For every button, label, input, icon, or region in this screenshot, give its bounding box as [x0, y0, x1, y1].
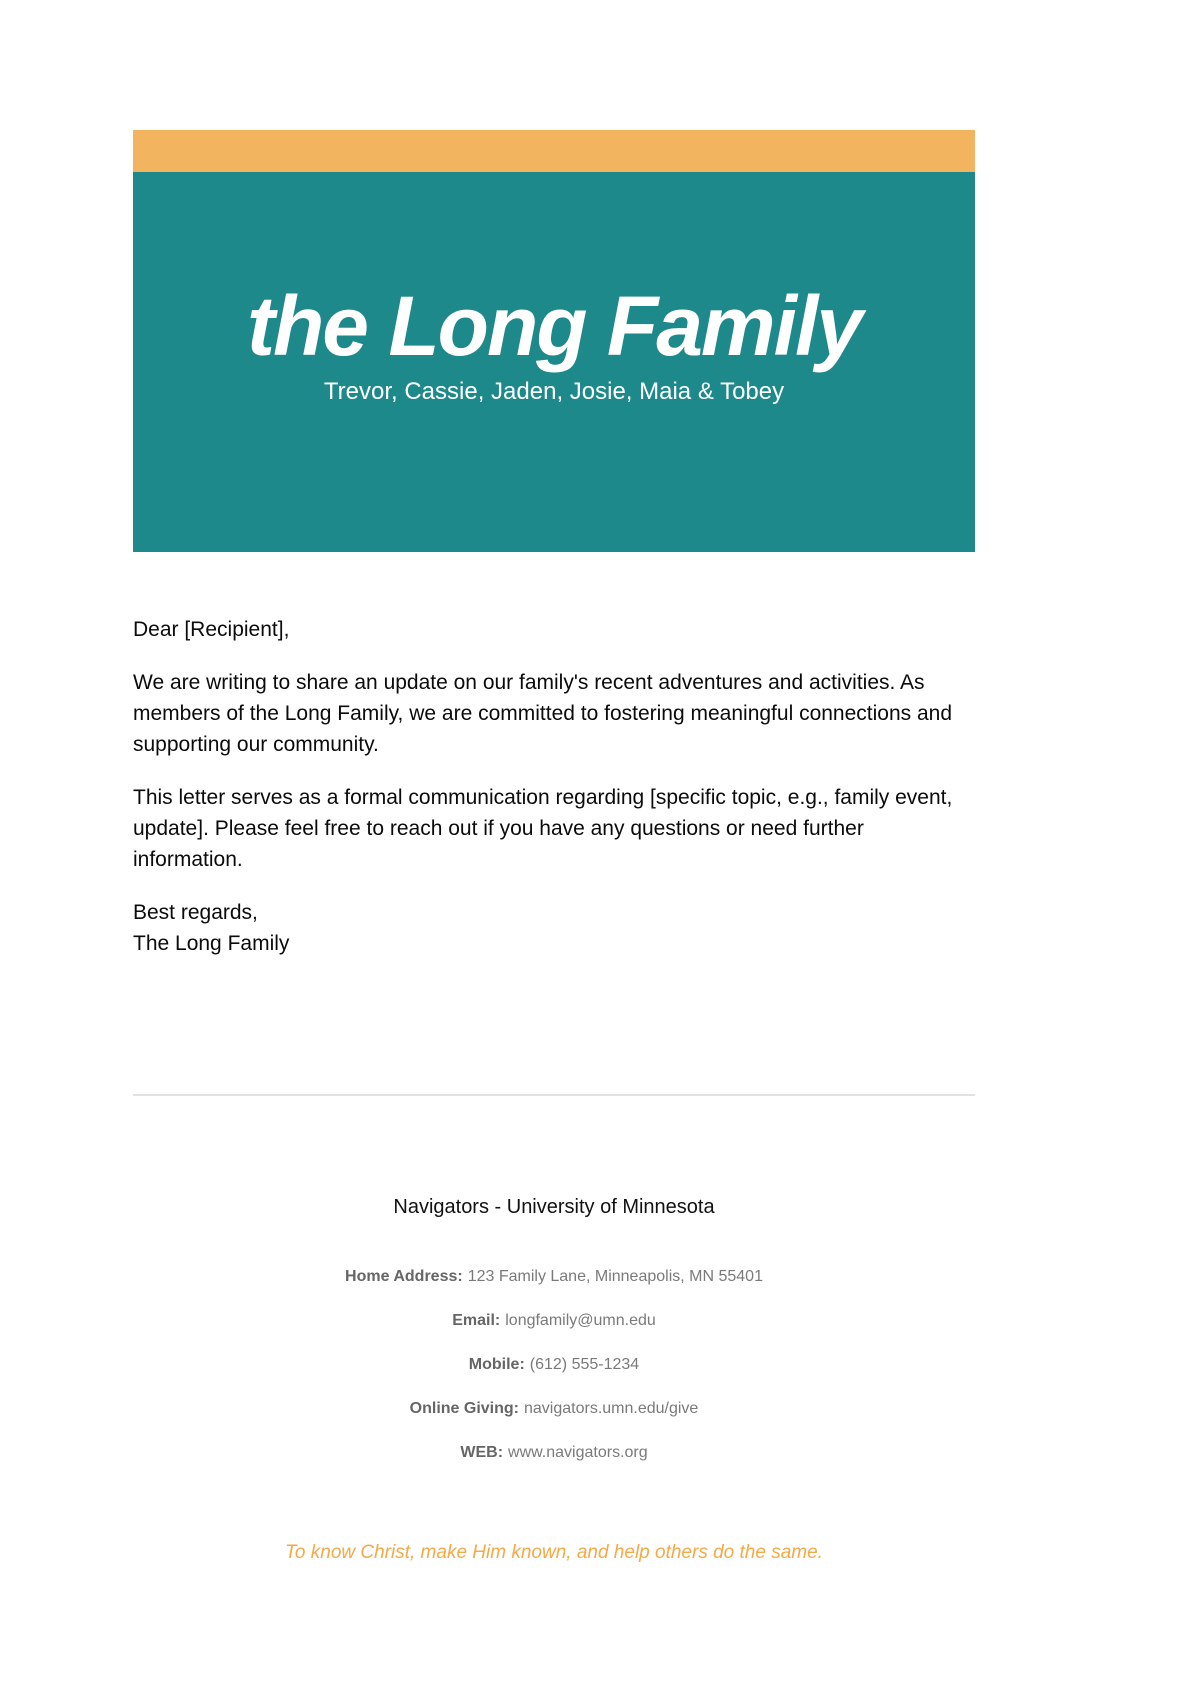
letter-paragraph: We are writing to share an update on our family's recent adventures and activities. As members of the Long Family, we are committed to fostering meaningful connections and supporting our community. — [133, 671, 953, 756]
contact-row-email — [133, 1311, 975, 1330]
contact-list — [133, 1267, 975, 1462]
organization-name: Navigators - University of Minnesota — [393, 1196, 715, 1218]
closing-line: Best regards, — [133, 901, 258, 924]
header-banner — [133, 172, 975, 552]
contact-value: (612) 555-1234 — [529, 1356, 640, 1373]
contact-label: WEB: — [460, 1444, 504, 1461]
contact-row-mobile — [133, 1355, 975, 1374]
contact-label: Home Address: — [345, 1268, 463, 1285]
contact-value: navigators.umn.edu/give — [524, 1400, 699, 1417]
section-divider — [133, 1094, 975, 1096]
family-members-subtitle: Trevor, Cassie, Jaden, Josie, Maia & Tobey — [323, 378, 785, 405]
contact-value: longfamily@umn.edu — [505, 1312, 656, 1329]
header-accent-bar — [133, 130, 975, 172]
contact-value: www.navigators.org — [508, 1444, 648, 1461]
salutation: Dear [Recipient], — [133, 618, 290, 641]
contact-label: Email: — [452, 1312, 501, 1329]
letter-page — [133, 0, 975, 1564]
contact-value: 123 Family Lane, Minneapolis, MN 55401 — [467, 1268, 763, 1285]
contact-row-web — [133, 1443, 975, 1462]
mission-tagline: To know Christ, make Him known, and help others do the same. — [285, 1542, 823, 1563]
family-title: the Long Family — [246, 279, 862, 373]
contact-label: Online Giving: — [409, 1400, 519, 1417]
contact-row-online-giving — [133, 1399, 975, 1418]
footer — [133, 1196, 975, 1564]
contact-row-home-address — [133, 1267, 975, 1286]
letter-paragraph: This letter serves as a formal communication regarding [specific topic, e.g., family event, update]. Please feel free to reach out if you have any questions or need further information. — [133, 786, 953, 871]
contact-label: Mobile: — [468, 1356, 525, 1373]
signature-line: The Long Family — [133, 932, 290, 955]
letter-body — [133, 614, 975, 959]
closing-block — [133, 897, 975, 959]
